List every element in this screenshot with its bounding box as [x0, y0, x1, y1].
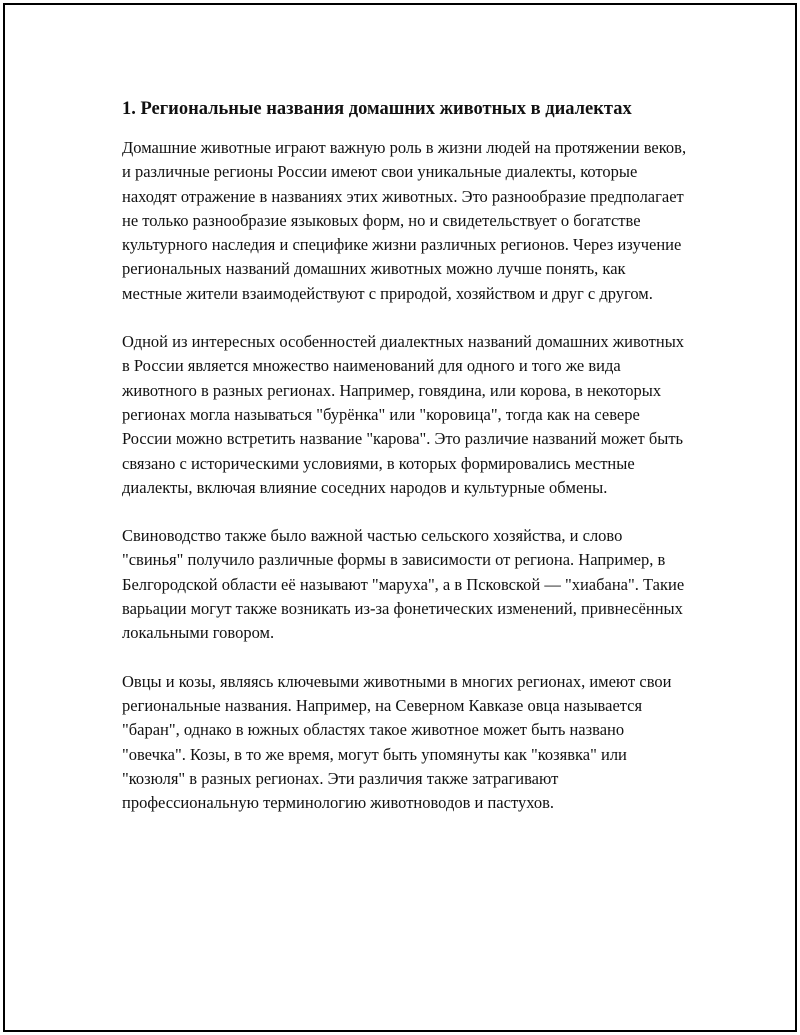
paragraph-2: Одной из интересных особенностей диалектных названий домашних животных в России является множество наименований для одного и того же вида животного в разных регионах. Например, говядина, или корова, в некоторых регионах могла называться "бурёнка" или "коровица", тогда как на севере России можно встретить название "карова". Это различие названий может быть связано с историческими условиями, в которых формировались местные диалекты, включая влияние соседних народов и культурные обмены. [122, 332, 685, 497]
section-heading: 1. Региональные названия домашних животных в диалектах [122, 99, 632, 119]
paragraph-1: Домашние животные играют важную роль в жизни людей на протяжении веков, и различные регионы России имеют свои уникальные диалекты, которые находят отражение в названиях этих животных. Это разнообразие предполагает не только разнообразие языковых форм, но и свидетельствует о богатстве культурного наследия и специфике жизни различных регионов. Через изучение региональных названий домашних животных можно лучше понять, как местные жители взаимодействуют с природой, хозяйством и друг с другом. [122, 138, 687, 303]
document-body [122, 97, 687, 839]
page-frame [3, 3, 797, 1032]
paragraph-4: Овцы и козы, являясь ключевыми животными в многих регионах, имеют свои региональные названия. Например, на Северном Кавказе овца называется "баран", однако в южных областях такое животное может быть названо "овечка". Козы, в то же время, могут быть упомянуты как "козявка" или "козюля" в разных регионах. Эти различия также затрагивают профессиональную терминологию животноводов и пастухов. [122, 671, 672, 813]
paragraph-3: Свиноводство также было важной частью сельского хозяйства, и слово "свинья" получило различные формы в зависимости от региона. Например, в Белгородской области её называют "маруха", а в Псковской — "хиабана". Такие варьации могут также возникать из-за фонетических изменений, привнесённых локальными говором. [122, 526, 685, 643]
